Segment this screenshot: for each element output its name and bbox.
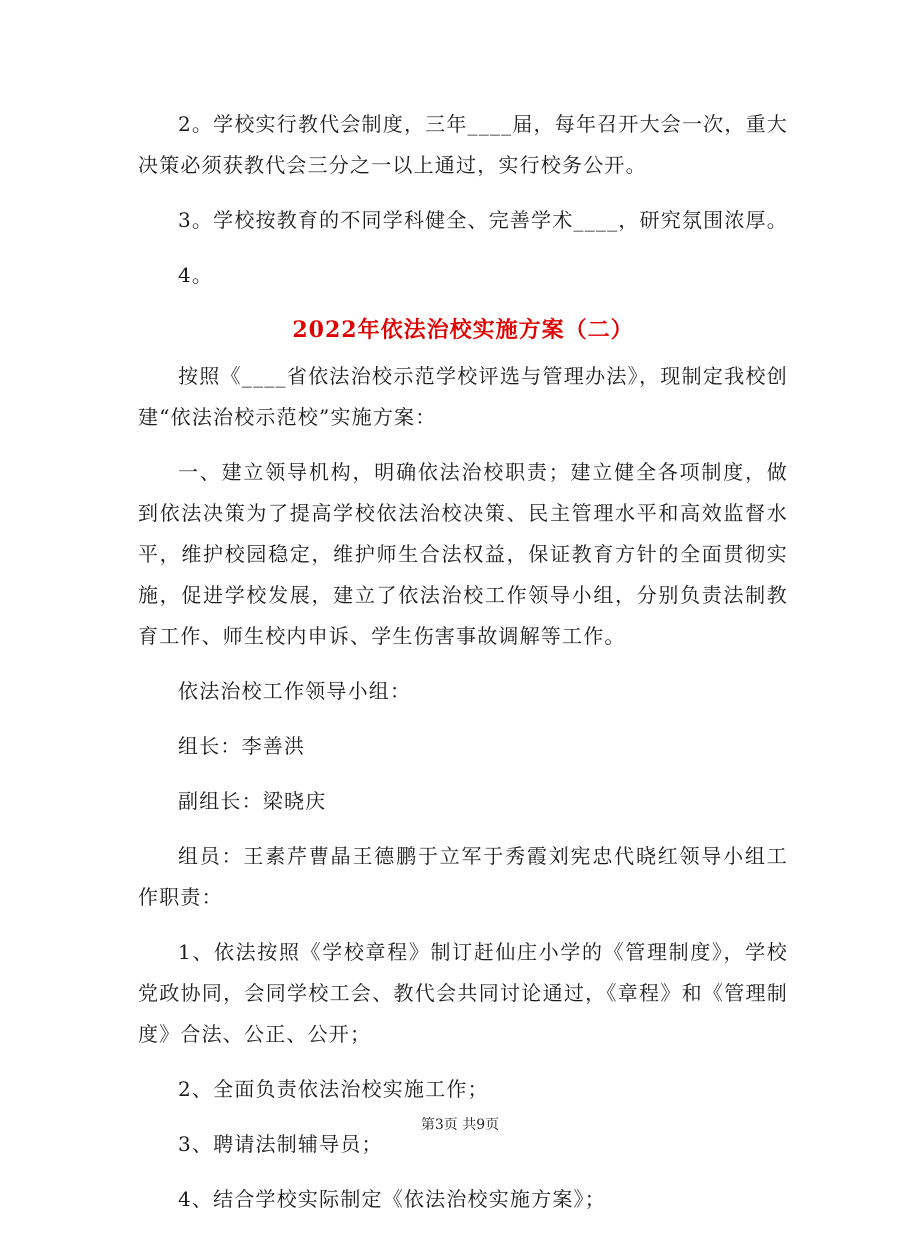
page-number-footer: 第3页 共9页 bbox=[420, 1117, 500, 1133]
duty-item-3: 3、聘请法制辅导员； bbox=[178, 1132, 383, 1156]
paragraph-item-2: 2。学校实行教代会制度，三年____届，每年召开大会一次，重大决策必须获教代会三分之一以上通过，实行校务公开。 bbox=[138, 112, 788, 177]
duty-item-1: 1、依法按照《学校章程》制订赶仙庄小学的《管理制度》，学校党政协同，会同学校工会、教代会共同讨论通过，《章程》和《管理制度》合法、公正、公开； bbox=[138, 940, 788, 1046]
intro-paragraph: 按照《____省依法治校示范学校评选与管理办法》，现制定我校创建“依法治校示范校”实施方案： bbox=[138, 364, 788, 429]
paragraph-item-4: 4。 bbox=[178, 263, 214, 287]
duty-item-4: 4、结合学校实际制定《依法治校实施方案》； bbox=[178, 1187, 606, 1211]
group-title-line: 依法治校工作领导小组： bbox=[178, 679, 412, 703]
document-body bbox=[138, 104, 788, 1234]
duty-item-2: 2、全面负责依法治校实施工作； bbox=[178, 1077, 489, 1101]
section-heading: 2022年依法治校实施方案（二） bbox=[292, 317, 634, 343]
leader-line: 组长：李善洪 bbox=[178, 734, 306, 758]
paragraph-item-3: 3。学校按教育的不同学科健全、完善学术____，研究氛围浓厚。 bbox=[178, 208, 788, 232]
members-line: 组员：王素芹曹晶王德鹏于立军于秀霞刘宪忠代晓红领导小组工作职责： bbox=[138, 844, 788, 909]
deputy-leader-line: 副组长：梁晓庆 bbox=[178, 789, 327, 813]
section-one-paragraph: 一、建立领导机构，明确依法治校职责；建立健全各项制度，做到依法决策为了提高学校依法治校决策、民主管理水平和高效监督水平，维护校园稳定，维护师生合法权益，保证教育方针的全面贯彻实施，促进学校发展，建立了依法治校工作领导小组，分别负责法制教育工作、师生校内申诉、学生伤害事故调解等工作。 bbox=[138, 460, 788, 648]
